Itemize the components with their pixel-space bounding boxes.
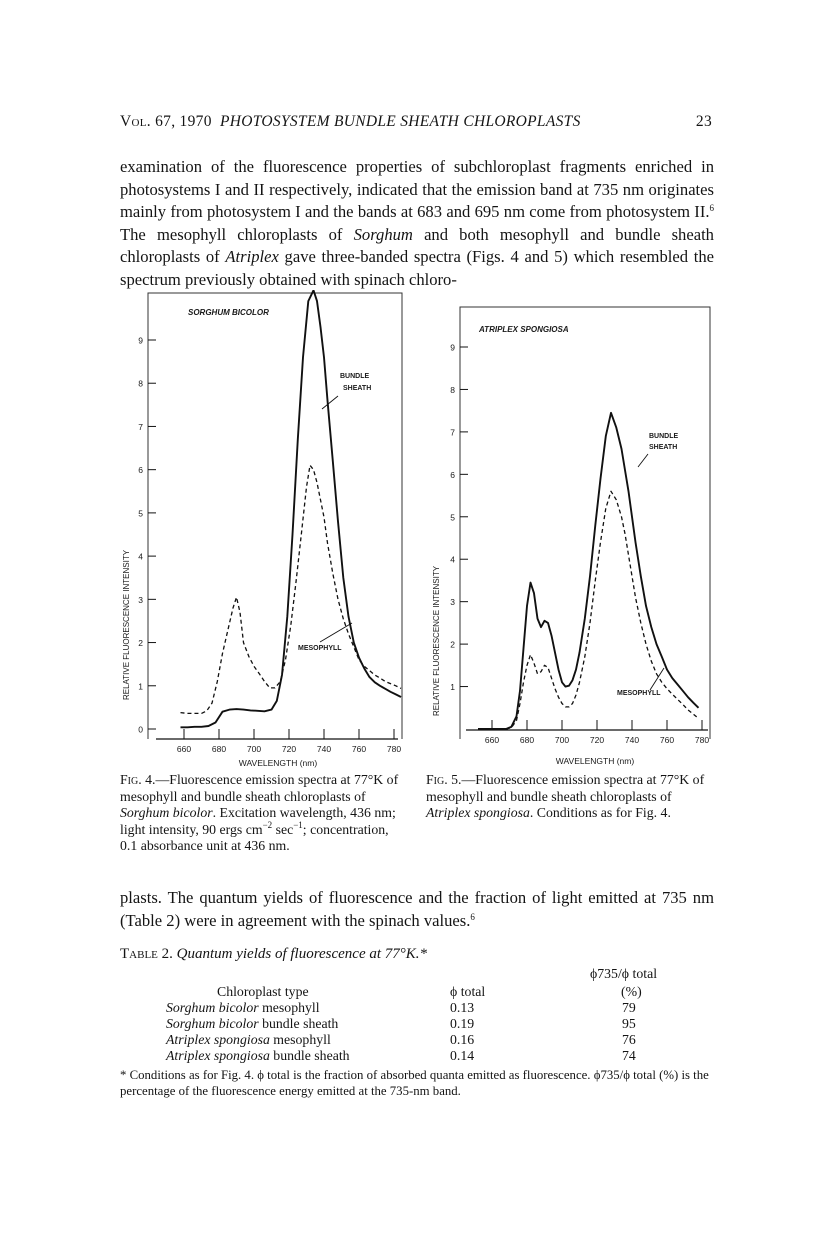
- sheath-annotation: SHEATH: [649, 444, 678, 451]
- ratio-value: 76: [622, 1032, 636, 1047]
- x-axis-label: WAVELENGTH (nm): [238, 758, 318, 768]
- table-footnote: * Conditions as for Fig. 4. ϕ total is the fraction of absorbed quanta emitted as fluorescence. ϕ735/ϕ total (%) is the percentage of the fluorescence energy emitted at the 735-nm band.: [120, 1068, 709, 1098]
- y-tick-label: 9: [138, 335, 143, 346]
- y-tick-label: 7: [138, 421, 143, 432]
- exponent: −1: [293, 819, 303, 830]
- y-tick-label: 3: [138, 594, 143, 605]
- column-header-ratio: ϕ735/ϕ total: [590, 966, 658, 981]
- y-tick-label: 6: [138, 465, 143, 476]
- caption-text: —Fluorescence emission spectra at 77°K of mesophyll and bundle sheath chloroplasts of: [426, 772, 705, 804]
- para2-text: plasts. The quantum yields of fluorescence and the fraction of light emitted at 735 nm (Table 2) were in agreement with the spinach values.: [120, 888, 714, 930]
- species-name: Atriplex spongiosa: [166, 1032, 270, 1047]
- table-row: [166, 1000, 320, 1016]
- caption-label: Fig. 5.: [426, 772, 462, 787]
- column-header-type: Chloroplast type: [217, 984, 309, 999]
- y-axis-label: RELATIVE FLUORESCENCE INTENSITY: [432, 565, 441, 717]
- phi-value: 0.16: [450, 1032, 475, 1047]
- genus-name: Atriplex: [225, 247, 279, 267]
- phi-value: 0.14: [450, 1048, 475, 1063]
- leader-line: [322, 396, 338, 409]
- chart-title: ATRIPLEX SPONGIOSA: [479, 325, 569, 334]
- y-tick-label: 5: [138, 508, 143, 519]
- y-tick-label: 3: [450, 597, 455, 608]
- x-tick-label: 680: [211, 744, 227, 754]
- table-row: [166, 1016, 338, 1032]
- x-tick-label: 780: [694, 735, 710, 745]
- bundle-sheath-curve: [478, 413, 699, 729]
- bundle-annotation: BUNDLE: [649, 433, 679, 440]
- leader-line: [650, 668, 664, 690]
- x-tick-label: 740: [624, 735, 640, 745]
- y-tick-label: 4: [450, 554, 455, 565]
- x-tick-label: 660: [176, 744, 192, 754]
- mesophyll-curve: [478, 491, 699, 729]
- tissue-name: bundle sheath: [269, 1048, 350, 1063]
- para1-text-d: gave three-banded spectra (Figs. 4 and 5) which resembled the spectrum previously obtained with spinach chloro-: [120, 247, 714, 289]
- figure-4-chart: [118, 290, 410, 776]
- running-title: PHOTOSYSTEM BUNDLE SHEATH CHLOROPLASTS: [220, 113, 581, 130]
- plot-frame: [460, 307, 710, 739]
- reference-marker: 6: [709, 203, 714, 214]
- para1-text-b: The mesophyll chloroplasts of: [120, 224, 354, 244]
- para1-text-a: examination of the fluorescence properties of subchloroplast fragments enriched in photosystems I and II respectively, indicated that the emission band at 735 nm originates mainly from photosystem I and the bands at 683 and 695 nm come from photosystem II.: [120, 157, 714, 222]
- x-tick-label: 700: [246, 744, 262, 754]
- ratio-value: 95: [622, 1016, 636, 1031]
- reference-marker: 6: [470, 911, 475, 922]
- x-tick-label: 680: [519, 735, 535, 745]
- species-name: Sorghum bicolor: [166, 1016, 259, 1031]
- species-name: Sorghum bicolor: [120, 805, 213, 820]
- x-tick-label: 720: [589, 735, 605, 745]
- column-header-ratio-unit: (%): [621, 984, 642, 999]
- sheath-annotation: SHEATH: [343, 385, 372, 392]
- genus-name: Sorghum: [353, 224, 413, 244]
- table-caption: Quantum yields of fluorescence at 77°K.*: [176, 946, 428, 962]
- leader-line: [638, 454, 648, 467]
- y-tick-label: 1: [138, 681, 143, 692]
- x-tick-label: 780: [386, 744, 402, 754]
- species-name: Atriplex spongiosa: [166, 1048, 270, 1063]
- column-header-phi: ϕ total: [450, 984, 486, 999]
- y-tick-label: 0: [138, 724, 143, 735]
- para1-text-c: and both mesophyll and bundle sheath chloroplasts of: [120, 224, 714, 267]
- page-number: 23: [695, 113, 712, 130]
- body-paragraph-2: [120, 887, 714, 932]
- tissue-name: bundle sheath: [258, 1016, 339, 1031]
- table-title: [120, 946, 427, 963]
- caption-text: —Fluorescence emission spectra at 77°K of mesophyll and bundle sheath chloroplasts of: [120, 772, 399, 804]
- y-tick-label: 2: [138, 638, 143, 649]
- y-tick-label: 2: [450, 639, 455, 650]
- y-tick-label: 4: [138, 551, 143, 562]
- bundle-sheath-curve: [181, 290, 402, 727]
- caption-text: sec: [272, 821, 294, 837]
- bundle-annotation: BUNDLE: [340, 373, 370, 380]
- body-paragraph-1: [120, 156, 714, 292]
- x-tick-label: 760: [659, 735, 675, 745]
- ratio-value: 74: [622, 1048, 636, 1063]
- y-tick-label: 8: [138, 378, 143, 389]
- y-tick-label: 5: [450, 512, 455, 523]
- y-axis-label: RELATIVE FLUORESCENCE INTENSITY: [122, 549, 131, 701]
- y-tick-label: 7: [450, 427, 455, 438]
- ratio-value: 79: [622, 1000, 636, 1015]
- x-tick-label: 760: [351, 744, 367, 754]
- x-tick-label: 700: [554, 735, 570, 745]
- leader-line: [320, 623, 352, 642]
- chart-title: SORGHUM BICOLOR: [188, 308, 269, 317]
- x-axis-label: WAVELENGTH (nm): [555, 756, 635, 766]
- phi-value: 0.13: [450, 1000, 475, 1015]
- tissue-name: mesophyll: [258, 1000, 320, 1015]
- mesophyll-annotation: MESOPHYLL: [298, 645, 342, 652]
- figure-5-caption: [426, 772, 716, 822]
- y-tick-label: 9: [450, 342, 455, 353]
- table-label: Table 2.: [120, 946, 173, 962]
- mesophyll-annotation: MESOPHYLL: [617, 690, 661, 697]
- phi-value: 0.19: [450, 1016, 475, 1031]
- table-row: [166, 1032, 331, 1048]
- y-tick-label: 8: [450, 384, 455, 395]
- figure-5-chart: [424, 290, 716, 776]
- y-tick-label: 1: [450, 682, 455, 693]
- tissue-name: mesophyll: [269, 1032, 331, 1047]
- caption-text: . Conditions as for Fig. 4.: [529, 805, 671, 820]
- caption-text: . Excitation wavelength, 436 nm; light intensity, 90 ergs cm: [120, 805, 396, 837]
- y-tick-label: 6: [450, 469, 455, 480]
- journal-volume: Vol. 67, 1970: [120, 113, 212, 130]
- species-name: Sorghum bicolor: [166, 1000, 259, 1015]
- exponent: −2: [262, 819, 273, 830]
- table-row: [166, 1048, 350, 1064]
- caption-label: Fig. 4.: [120, 772, 156, 787]
- species-name: Atriplex spongiosa: [426, 805, 530, 820]
- caption-text: ; concentration, 0.1 absorbance unit at 436 nm.: [120, 821, 389, 853]
- plot-frame: [148, 293, 402, 739]
- x-tick-label: 660: [484, 735, 500, 745]
- figure-4-caption: [120, 772, 408, 855]
- x-tick-label: 740: [316, 744, 332, 754]
- x-tick-label: 720: [281, 744, 297, 754]
